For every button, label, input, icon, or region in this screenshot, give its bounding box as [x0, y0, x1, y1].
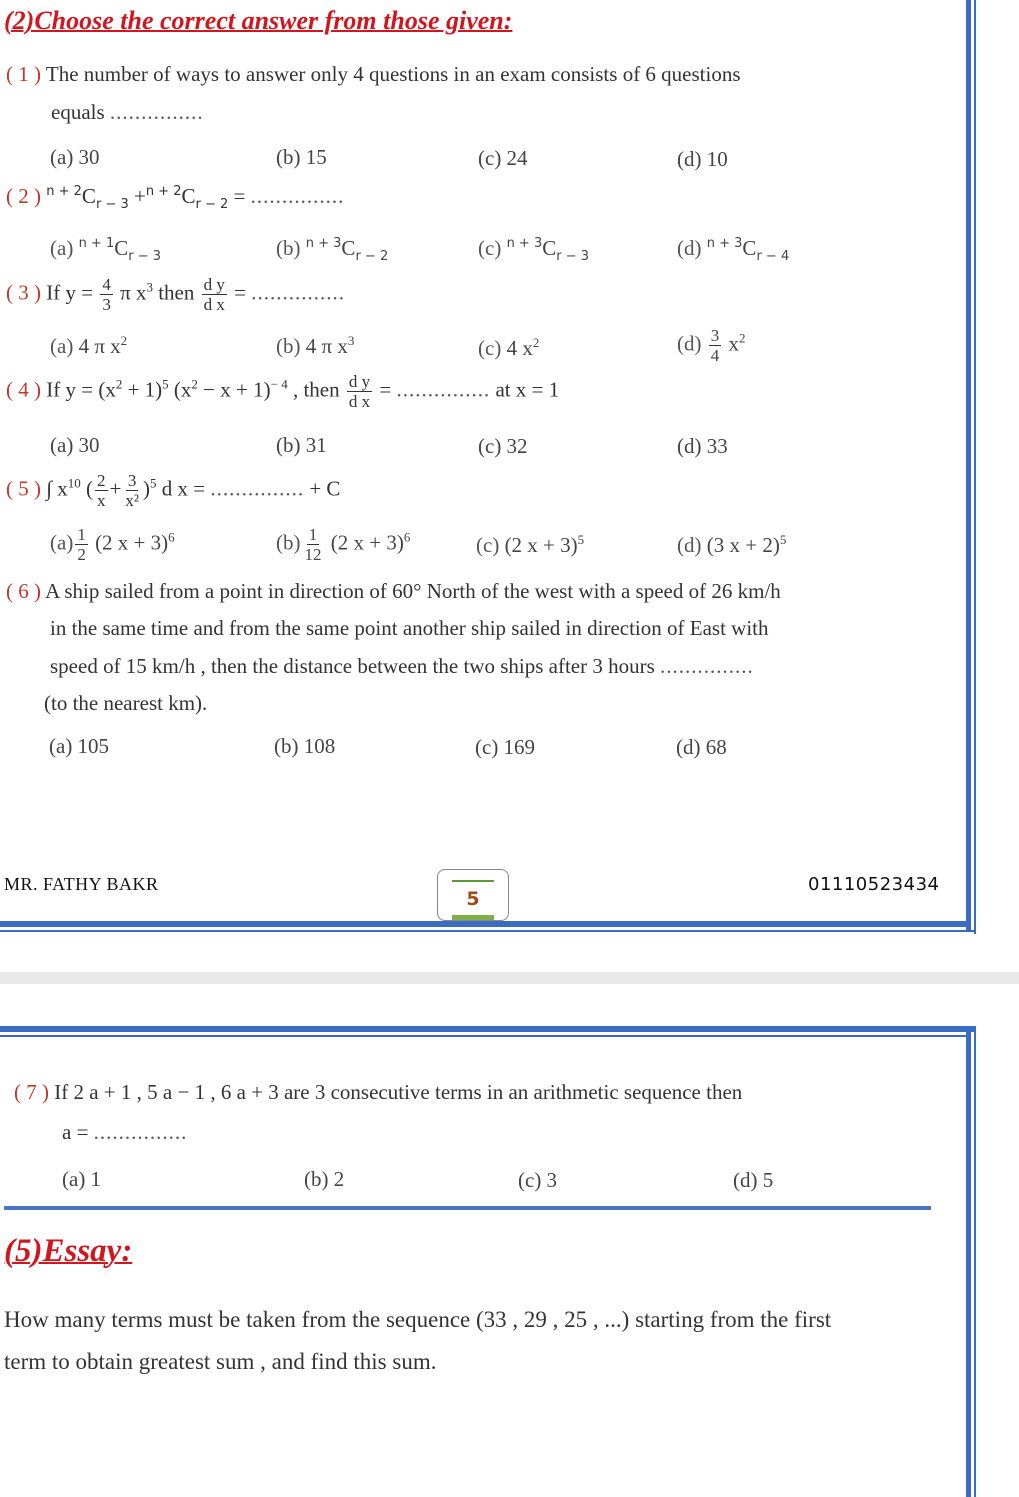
question-3: ( 3 ) If y = $\frac{4}{3}$ π $x^3$ then $\frac{\text{d y}}{\text{d x}}$ = ...............: [6, 275, 345, 314]
option-a[interactable]: (a) 105: [49, 734, 110, 758]
option-b[interactable]: (b) 15: [276, 145, 327, 169]
page-number-bottom-bar: [452, 915, 494, 920]
answer-blank: ...............: [660, 654, 754, 678]
question-6-line-3: speed of 15 km/h , then the distance between the two ships after 3 hours ...............: [50, 654, 754, 678]
section-divider: [4, 1206, 931, 1210]
question-number: ( 6 ): [6, 579, 41, 603]
question-6-line-2: in the same time and from the same point another ship sailed in direction of East with: [50, 616, 769, 640]
page2-border-top: [0, 1026, 976, 1032]
option-a[interactable]: (a) 30: [50, 145, 100, 169]
page2-border-right: [966, 1026, 971, 1497]
derivative-fraction: $\frac{\text{d y}}{\text{d x}}$: [348, 372, 371, 411]
section-title-mcq: (2)Choose the correct answer from those given:: [4, 6, 513, 35]
page-number-box: [437, 869, 509, 921]
page-gap: [0, 972, 1019, 984]
option-b[interactable]: (b) $^{n + 3}C_{r - 2}$: [276, 236, 389, 265]
section-title-essay: (5)Essay:: [4, 1233, 133, 1269]
question-4: ( 4 ) If $y = (x^2 + 1)^5$ $(x^2 - x + 1)^{- 4}$ , then $\frac{\text{d y}}{\text{d x}}$ = ............... at x = 1: [6, 372, 560, 411]
option-c[interactable]: (c) 169: [475, 735, 536, 759]
question-6-line-4: (to the nearest km).: [44, 691, 208, 715]
option-b[interactable]: (b) 4 π $x^3$: [276, 333, 355, 358]
answer-blank: ...............: [93, 1120, 188, 1144]
question-number: ( 7 ): [14, 1080, 49, 1104]
answer-blank: ...............: [251, 280, 345, 305]
option-d[interactable]: (d) 10: [677, 147, 728, 171]
option-c[interactable]: (c) (2 x + 3)$^5$: [476, 532, 585, 557]
question-7-cont: a = ...............: [62, 1120, 188, 1144]
option-a[interactable]: (a) 4 π $x^2$: [50, 333, 128, 358]
question-number: ( 1 ): [6, 62, 41, 86]
question-number: ( 5 ): [6, 476, 41, 501]
fraction: $\frac{1}{12}$: [304, 525, 322, 564]
option-a[interactable]: (a) $\frac{1}{2}$ (2 x + 3)$^6$: [50, 525, 175, 564]
option-d[interactable]: (d) 33: [677, 434, 728, 458]
answer-blank: ...............: [250, 184, 345, 208]
page-border-bottom: [0, 921, 971, 927]
answer-blank: ...............: [396, 377, 491, 402]
fraction: $\frac{1}{2}$: [77, 525, 86, 564]
question-1-cont: [51, 100, 204, 125]
option-c[interactable]: (c) 24: [478, 146, 528, 170]
option-b[interactable]: (b) 31: [276, 433, 327, 457]
question-7: ( 7 ) If 2 a + 1 , 5 a − 1 , 6 a + 3 are 3 consecutive terms in an arithmetic sequence then: [14, 1080, 743, 1104]
page-border-bottom-thin: [0, 930, 976, 932]
option-d[interactable]: (d) (3 x + 2)$^5$: [677, 532, 787, 557]
option-b[interactable]: (b) $\frac{1}{12}$ (2 x + 3)$^6$: [276, 525, 411, 564]
option-c[interactable]: (c) 4 $x^2$: [478, 335, 540, 360]
answer-blank: ...............: [109, 100, 204, 124]
essay-question-line-1: How many terms must be taken from the sequence (33 , 29 , 25 , ...) starting from the first: [4, 1307, 832, 1332]
fraction: $\frac{3}{\text{x²}}$: [125, 471, 139, 510]
page-number: 5: [466, 888, 480, 910]
question-number: ( 3 ): [6, 280, 41, 305]
answer-blank: ...............: [210, 476, 305, 501]
page2-border-top-thin: [0, 1035, 971, 1037]
phone-number: 01110523434: [808, 874, 940, 895]
option-b[interactable]: (b) 108: [274, 734, 336, 758]
option-a[interactable]: (a) $^{n + 1}C_{r - 3}$: [50, 236, 162, 265]
option-d[interactable]: (d) $\frac{3}{4}$ $x^2$: [677, 326, 746, 365]
question-2: ( 2 ) $^{n + 2}C_{r - 3} +^{n + 2}C_{r - 2}$ = ...............: [6, 184, 345, 213]
question-6: ( 6 ) A ship sailed from a point in direction of 60° North of the west with a speed of 26 km/h: [6, 579, 781, 603]
question-number: ( 4 ): [6, 377, 41, 402]
option-c[interactable]: (c) 3: [518, 1168, 558, 1192]
question-number: ( 2 ): [6, 184, 41, 208]
fraction: $\frac{4}{3}$: [102, 275, 111, 314]
question-5: ( 5 ) ∫ $x^{10}$ ( $\frac{2}{x}$ + $\frac{3}{\text{x²}}$ )$^5$ d x = ............... + C: [6, 471, 341, 510]
page-border-right-thin: [974, 0, 976, 934]
fraction: $\frac{2}{x}$: [97, 471, 106, 510]
question-text: The number of ways to answer only 4 questions in an exam consists of 6 questions: [45, 62, 741, 86]
essay-question-line-2: term to obtain greatest sum , and find this sum.: [4, 1349, 437, 1374]
page-number-top-line: [452, 880, 494, 882]
derivative-fraction: $\frac{\text{d y}}{\text{d x}}$: [203, 275, 225, 314]
option-a[interactable]: (a) 1: [62, 1167, 102, 1191]
option-b[interactable]: (b) 2: [304, 1167, 345, 1191]
question-text: equals: [51, 100, 105, 124]
page-border-right: [966, 0, 971, 930]
question-1: [6, 62, 741, 87]
teacher-name: MR. FATHY BAKR: [4, 874, 159, 894]
option-d[interactable]: (d) 68: [676, 735, 727, 759]
page2-border-right-thin: [974, 1026, 976, 1497]
option-d[interactable]: (d) $^{n + 3}C_{r - 4}$: [677, 236, 790, 265]
option-a[interactable]: (a) 30: [50, 433, 100, 457]
fraction: $\frac{3}{4}$: [710, 326, 720, 365]
option-d[interactable]: (d) 5: [733, 1168, 774, 1192]
option-c[interactable]: (c) 32: [478, 434, 528, 458]
option-c[interactable]: (c) $^{n + 3}C_{r - 3}$: [478, 236, 590, 265]
